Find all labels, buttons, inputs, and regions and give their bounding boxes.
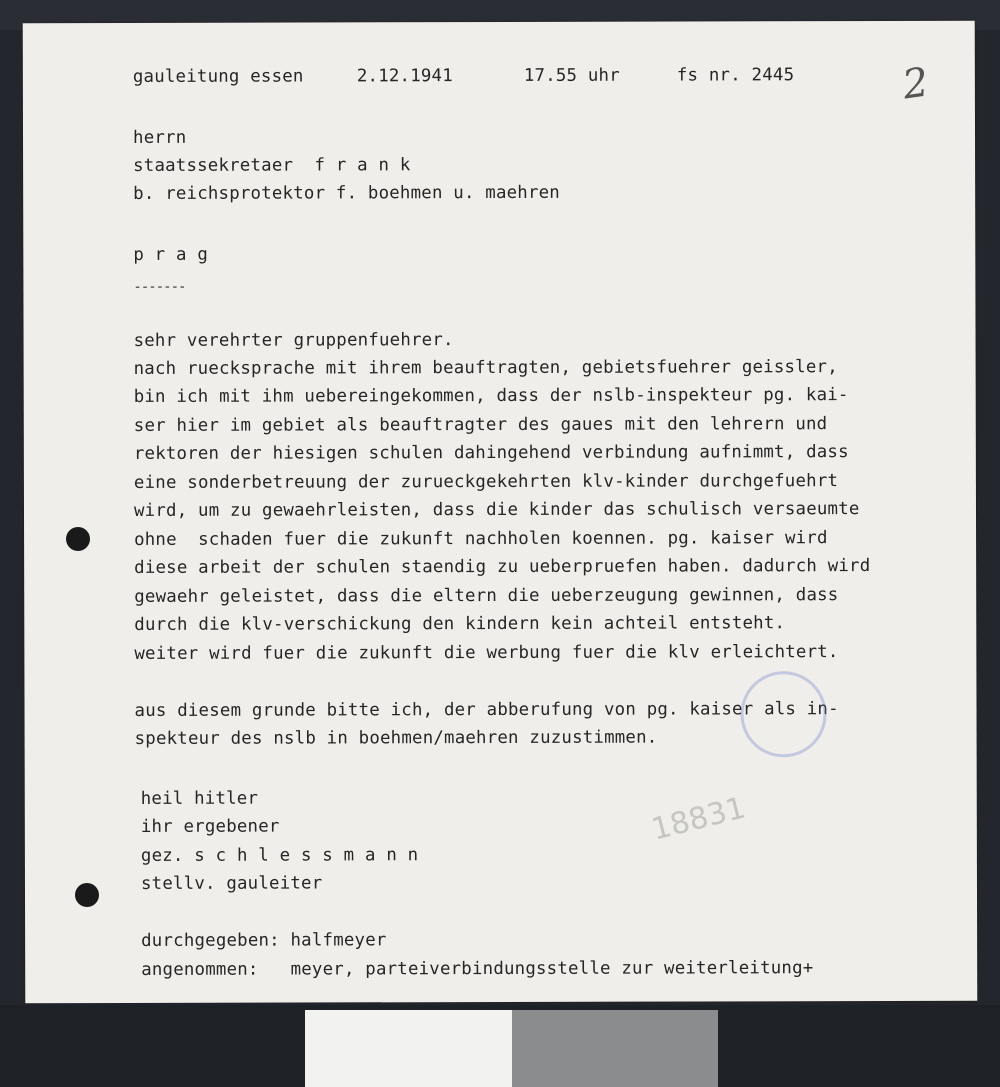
body-line: spekteur des nslb in boehmen/maehren zuzustimmen. bbox=[134, 727, 658, 749]
body-line: ser hier im gebiet als beauftragter des gaues mit den lehrern und bbox=[133, 414, 828, 436]
closing-role: stellv. gauleiter bbox=[140, 873, 323, 894]
body-line: wird, um zu gewaehrleisten, dass die kinder das schulisch versaeumte bbox=[133, 499, 860, 521]
closing-signature: gez. s c h l e s s m a n n bbox=[140, 845, 419, 866]
punch-hole bbox=[66, 527, 90, 551]
closing-phrase: ihr ergebener bbox=[140, 816, 280, 837]
body-line: bin ich mit ihm uebereingekommen, dass der nslb-inspekteur pg. kai- bbox=[133, 385, 849, 407]
header-time: 17.55 uhr bbox=[523, 65, 620, 86]
transmission-received-by: angenommen: meyer, parteiverbindungsstelle zur weiterleitung+ bbox=[141, 958, 814, 980]
body-line: diese arbeit der schulen staendig zu ueberpruefen haben. dadurch wird bbox=[134, 556, 871, 578]
header-fs-number: fs nr. 2445 bbox=[676, 65, 795, 86]
body-line: ohne schaden fuer die zukunft nachholen koennen. pg. kaiser wird bbox=[134, 528, 828, 550]
address-city: p r a g bbox=[133, 244, 209, 265]
city-underline: ------- bbox=[133, 278, 186, 295]
address-title: staatssekretaer f r a n k bbox=[133, 155, 411, 176]
body-line: durch die klv-verschickung den kindern kein achteil entsteht. bbox=[134, 613, 786, 635]
punch-hole bbox=[75, 883, 99, 907]
body-line: gewaehr geleistet, dass die eltern die ueberzeugung gewinnen, dass bbox=[134, 585, 839, 607]
body-line: rektoren der hiesigen schulen dahingehend verbindung aufnimmt, dass bbox=[133, 442, 849, 464]
transmission-sent-by: durchgegeben: halfmeyer bbox=[141, 930, 387, 951]
body-line: eine sonderbetreuung der zurueckgekehrten klv-kinder durchgefuehrt bbox=[133, 471, 839, 493]
white-calibration-card bbox=[305, 1010, 512, 1087]
handwritten-page-number: 2 bbox=[899, 59, 932, 109]
greeting: sehr verehrter gruppenfuehrer. bbox=[133, 330, 454, 351]
body-line: weiter wird fuer die zukunft die werbung fuer die klv erleichtert. bbox=[134, 642, 839, 664]
gray-calibration-card bbox=[512, 1010, 718, 1087]
body-line: nach ruecksprache mit ihrem beauftragten, gebietsfuehrer geissler, bbox=[133, 357, 838, 379]
header-date: 2.12.1941 bbox=[356, 66, 453, 87]
archive-stamp bbox=[740, 671, 826, 757]
header-office: gauleitung essen bbox=[132, 66, 304, 87]
telex-document bbox=[23, 21, 978, 1003]
address-herrn: herrn bbox=[132, 127, 187, 148]
address-office: b. reichsprotektor f. boehmen u. maehren bbox=[133, 182, 561, 204]
pencil-archive-number: 18831 bbox=[647, 790, 750, 848]
closing-salute: heil hitler bbox=[140, 788, 259, 809]
body-line: aus diesem grunde bitte ich, der abberufung von pg. kaiser als in- bbox=[134, 699, 839, 721]
